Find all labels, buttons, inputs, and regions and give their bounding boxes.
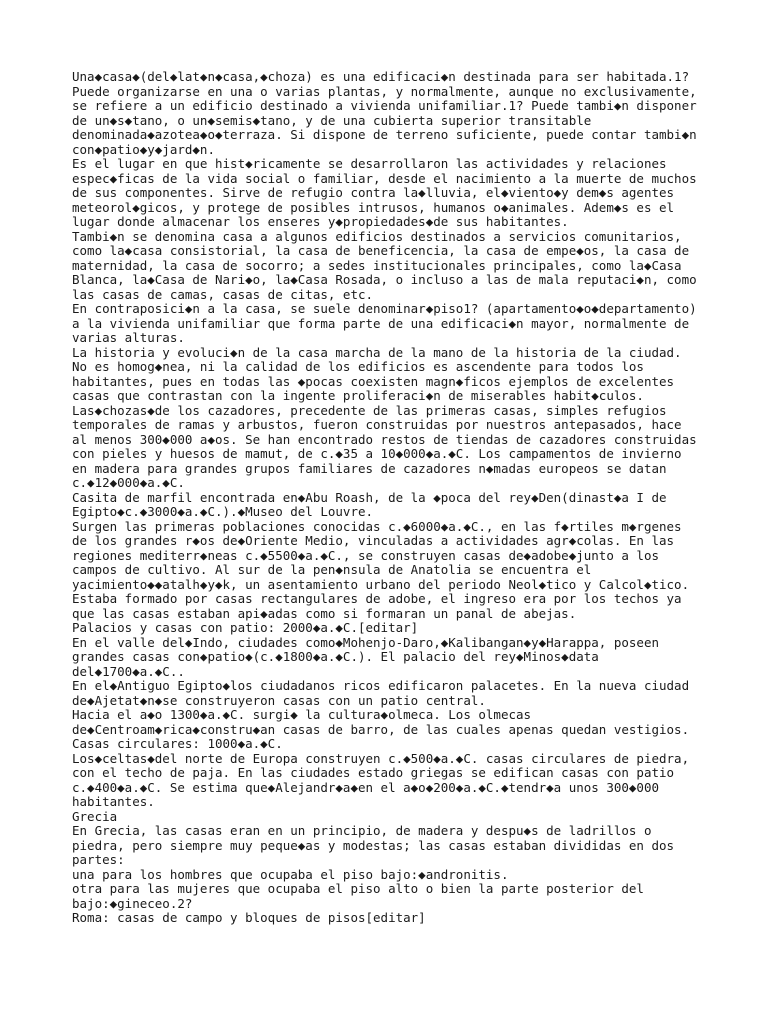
text-line: Egipto◆c.◆3000◆a.◆C.).◆Museo del Louvre. — [72, 504, 374, 519]
text-line: se refiere a un edificio destinado a vivienda unifamiliar.1? Puede tambi◆n disponer — [72, 98, 697, 113]
text-line: Las◆chozas◆de los cazadores, precedente de las primeras casas, simples refugios — [72, 402, 667, 418]
text-line: No es homog◆nea, ni la calidad de los edificios es ascendente para todos los — [72, 359, 644, 374]
text-line: Casas circulares: 1000◆a.◆C. — [72, 736, 283, 751]
text-line: con◆patio◆y◆jard◆n. — [72, 141, 215, 157]
text-line: Blanca, la◆Casa de Nari◆o, la◆Casa Rosada, o incluso a las de mala reputaci◆n, como — [72, 272, 697, 287]
text-line: grandes casas con◆patio◆(c.◆1800◆a.◆C.). El palacio del rey◆Minos◆data — [72, 649, 599, 664]
text-line: partes: — [72, 852, 125, 867]
text-line: de◆Centroam◆rica◆constru◆an casas de barro, de las cuales apenas quedan vestigios. — [72, 721, 690, 737]
text-line: regiones mediterr◆neas c.◆5500◆a.◆C., se construyen casas de◆adobe◆junto a los — [72, 547, 659, 563]
text-line: en madera para grandes grupos familiares de cazadores n◆madas europeos se datan — [72, 460, 667, 476]
text-line: En el◆Antiguo Egipto◆los ciudadanos ricos edificaron palacetes. En la nueva ciudad — [72, 678, 690, 693]
text-line: La historia y evoluci◆n de la casa marcha de la mano de la historia de la ciudad. — [72, 344, 682, 360]
text-line: En el valle del◆Indo, ciudades como◆Mohenjo-Daro,◆Kalibangan◆y◆Harappa, poseen — [72, 634, 659, 650]
text-line: yacimiento◆◆atalh◆y◆k, un asentamiento urbano del periodo Neol◆tico y Calcol◆tico. — [72, 576, 690, 592]
text-line: Es el lugar en que hist◆ricamente se desarrollaron las actividades y relaciones — [72, 156, 667, 171]
text-line: c.◆12◆000◆a.◆C. — [72, 475, 185, 490]
text-line: habitantes, pues en todas las ◆pocas coexisten magn◆ficos ejemplos de excelentes — [72, 373, 675, 389]
text-line: Hacia el a◆o 1300◆a.◆C. surgi◆ la cultura◆olmeca. Los olmecas — [72, 707, 532, 722]
text-line: con pieles y huesos de mamut, de c.◆35 a 10◆000◆a.◆C. Los campamentos de invierno — [72, 446, 682, 461]
text-line: Tambi◆n se denomina casa a algunos edificios destinados a servicios comunitarios, — [72, 228, 682, 244]
text-line: una para los hombres que ocupaba el piso bajo:◆andronitis. — [72, 866, 509, 882]
text-line: otra para las mujeres que ocupaba el piso alto o bien la parte posterior del — [72, 881, 644, 896]
text-line: temporales de ramas y arbustos, fueron construidas por nuestros antepasados, hace — [72, 417, 682, 432]
text-line: las casas de camas, casas de citas, etc. — [72, 286, 374, 302]
text-line: En contraposici◆n a la casa, se suele denominar◆piso1? (apartamento◆o◆departamento) — [72, 301, 697, 316]
text-line: Roma: casas de campo y bloques de pisos[editar] — [72, 910, 426, 925]
text-line: habitantes. — [72, 794, 155, 809]
text-line: espec◆ficas de la vida social o familiar, desde el nacimiento a la muerte de muchos — [72, 170, 697, 186]
text-line: de un◆s◆tano, o un◆semis◆tano, y de una cubierta superior transitable — [72, 112, 592, 128]
text-line: Los◆celtas◆del norte de Europa construyen c.◆500◆a.◆C. casas circulares de piedra, — [72, 750, 690, 766]
text-line: Estaba formado por casas rectangulares de adobe, el ingreso era por los techos ya — [72, 591, 682, 606]
text-line: casas que contrastan con la ingente proliferaci◆n de miserables habit◆culos. — [72, 388, 644, 403]
text-line: al menos 300◆000 a◆os. Se han encontrado restos de tiendas de cazadores construidas — [72, 431, 697, 447]
text-line: maternidad, la casa de socorro; a sedes institucionales principales, como la◆Casa — [72, 257, 682, 273]
text-line: meteorol◆gicos, y protege de posibles intrusos, humanos o◆animales. Adem◆s es el — [72, 199, 675, 215]
text-line: Surgen las primeras poblaciones conocidas c.◆6000◆a.◆C., en las f◆rtiles m◆rgenes — [72, 518, 682, 534]
text-line: bajo:◆gineceo.2? — [72, 895, 193, 911]
text-line: Casita de marfil encontrada en◆Abu Roash, de la ◆poca del rey◆Den(dinast◆a I de — [72, 489, 667, 505]
text-line: varias alturas. — [72, 330, 185, 345]
text-line: de sus componentes. Sirve de refugio contra la◆lluvia, el◆viento◆y dem◆s agentes — [72, 185, 675, 200]
text-line: Puede organizarse en una o varias plantas, y normalmente, aunque no exclusivamente, — [72, 83, 697, 99]
text-line: piedra, pero siempre muy peque◆as y modestas; las casas estaban divididas en dos — [72, 837, 675, 853]
text-line: de◆Ajetat◆n◆se construyeron casas con un patio central. — [72, 692, 486, 708]
text-line: Palacios y casas con patio: 2000◆a.◆C.[editar] — [72, 620, 419, 635]
text-line: de los grandes r◆os de◆Oriente Medio, vinculadas a actividades agr◆colas. En las — [72, 533, 675, 548]
text-line: que las casas estaban api◆adas como si formaran un panal de abejas. — [72, 605, 577, 621]
text-line: Una◆casa◆(del◆lat◆n◆casa,◆choza) es una edificaci◆n destinada para ser habitada.1? — [72, 69, 690, 84]
text-line: Grecia — [72, 808, 118, 824]
text-line: denominada◆azotea◆o◆terraza. Si dispone de terreno suficiente, puede contar tambi◆n — [72, 127, 697, 142]
text-line: lugar donde almacenar los enseres y◆propiedades◆de sus habitantes. — [72, 214, 569, 229]
text-line: En Grecia, las casas eran en un principio, de madera y despu◆s de ladrillos o — [72, 823, 652, 838]
document-page — [72, 70, 702, 926]
text-line: campos de cultivo. Al sur de la pen◆nsula de Anatolia se encuentra el — [72, 562, 592, 577]
text-line: del◆1700◆a.◆C.. — [72, 663, 185, 679]
text-line: a la vivienda unifamiliar que forma parte de una edificaci◆n mayor, normalmente de — [72, 315, 690, 331]
text-line: c.◆400◆a.◆C. Se estima que◆Alejandr◆a◆en el a◆o◆200◆a.◆C.◆tendr◆a unos 300◆000 — [72, 779, 659, 795]
text-line: como la◆casa consistorial, la casa de beneficencia, la casa de empe◆os, la casa de — [72, 243, 690, 258]
text-line: con el techo de paja. En las ciudades estado griegas se edifican casas con patio — [72, 765, 675, 780]
